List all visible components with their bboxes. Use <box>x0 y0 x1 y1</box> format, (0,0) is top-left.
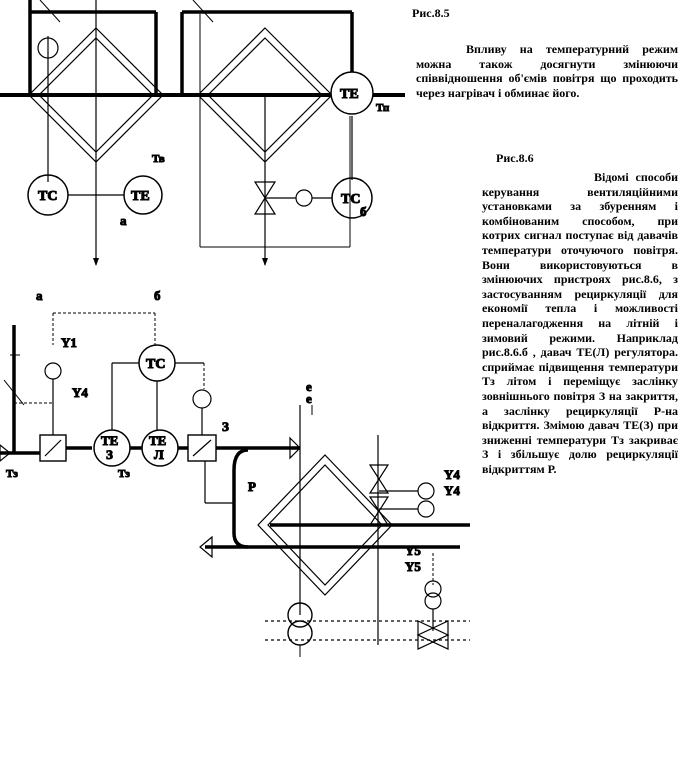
label-t3-mid: Тз <box>118 468 130 480</box>
label-b: б <box>154 288 161 303</box>
actuator-y4 <box>418 483 434 499</box>
label-y4-r2: Y4 <box>444 483 460 498</box>
valve-y4-top <box>370 465 388 479</box>
damper-z-left-blade <box>45 440 61 456</box>
figure-8-6-paragraph: Відомі способи керування вентиляційними установками за збуренням і комбінованим способом, при котрих сигнал поступає від давачів температури оточуючого повітря. Вони використовуються в змінюючих пристроях рис.8.6, з застосуванням рециркуляції для економії тепла і можливості переналагодження на літній і зимовий режими. Наприклад рис.8.6.б , давач ТЕ(Л) регулятора. сприймає підвищення температури Тз літом і переміщує заслінку зовнішнього повітря З на закриття, а заслінку рециркуляції Р-на відкриття. Змімою давач ТЕ(З) при зниженні температури Тз закриває З і збільшує долю рециркуляції відкриттям Р. <box>482 170 678 476</box>
label-e2: е <box>306 391 312 406</box>
figure-8-6-caption: Рис.8.6 <box>496 151 534 165</box>
label-t3-left: Тз <box>6 468 18 480</box>
label-p: Р <box>248 479 256 494</box>
arrow-down-b <box>262 258 268 266</box>
label-e1: е <box>306 379 312 394</box>
label-te-l-1: ТЕ <box>149 433 167 448</box>
pump-circle-bottom <box>288 621 312 645</box>
valve-actuator-b <box>296 190 312 206</box>
arrow-down-a <box>93 258 99 266</box>
actuator-right <box>193 390 211 408</box>
label-y4-left: Y4 <box>72 385 88 400</box>
label-te-z-2: З <box>106 447 113 462</box>
label-y1: Y1 <box>61 335 77 350</box>
figure-8-5-caption: Рис.8.5 <box>412 6 450 20</box>
label-y5-1: Y5 <box>405 543 421 558</box>
label-y4-r1: Y4 <box>444 467 460 482</box>
label-te-a: ТЕ <box>131 189 150 204</box>
label-tc-b: ТС <box>341 192 361 207</box>
label-te-b: ТЕ <box>340 87 359 102</box>
label-y5-2: Y5 <box>405 559 421 574</box>
label-z: З <box>222 419 229 434</box>
actuator-y4b <box>418 501 434 517</box>
damper-z-right-blade <box>193 440 211 456</box>
label-tc: ТС <box>146 357 166 372</box>
recirculation-duct <box>234 450 248 547</box>
figure-8-5-diagram <box>0 0 405 275</box>
label-te-l-2: Л <box>154 447 164 462</box>
label-b: б <box>360 204 367 219</box>
label-tn: Тп <box>376 102 390 114</box>
label-a: а <box>36 288 43 303</box>
label-tc-a: ТС <box>38 189 58 204</box>
actuator-left <box>45 363 61 379</box>
label-te-z-1: ТЕ <box>101 433 119 448</box>
label-a: а <box>120 213 127 228</box>
figure-8-6-diagram <box>0 285 490 758</box>
actuator-y5b <box>425 593 441 609</box>
label-tv: Тв <box>152 153 165 165</box>
figure-8-5-paragraph: Впливу на температурний режим можна також досягнути змінюючи співвідношення об'ємів повітря що проходить через нагрівач і обминає його. <box>416 42 678 100</box>
